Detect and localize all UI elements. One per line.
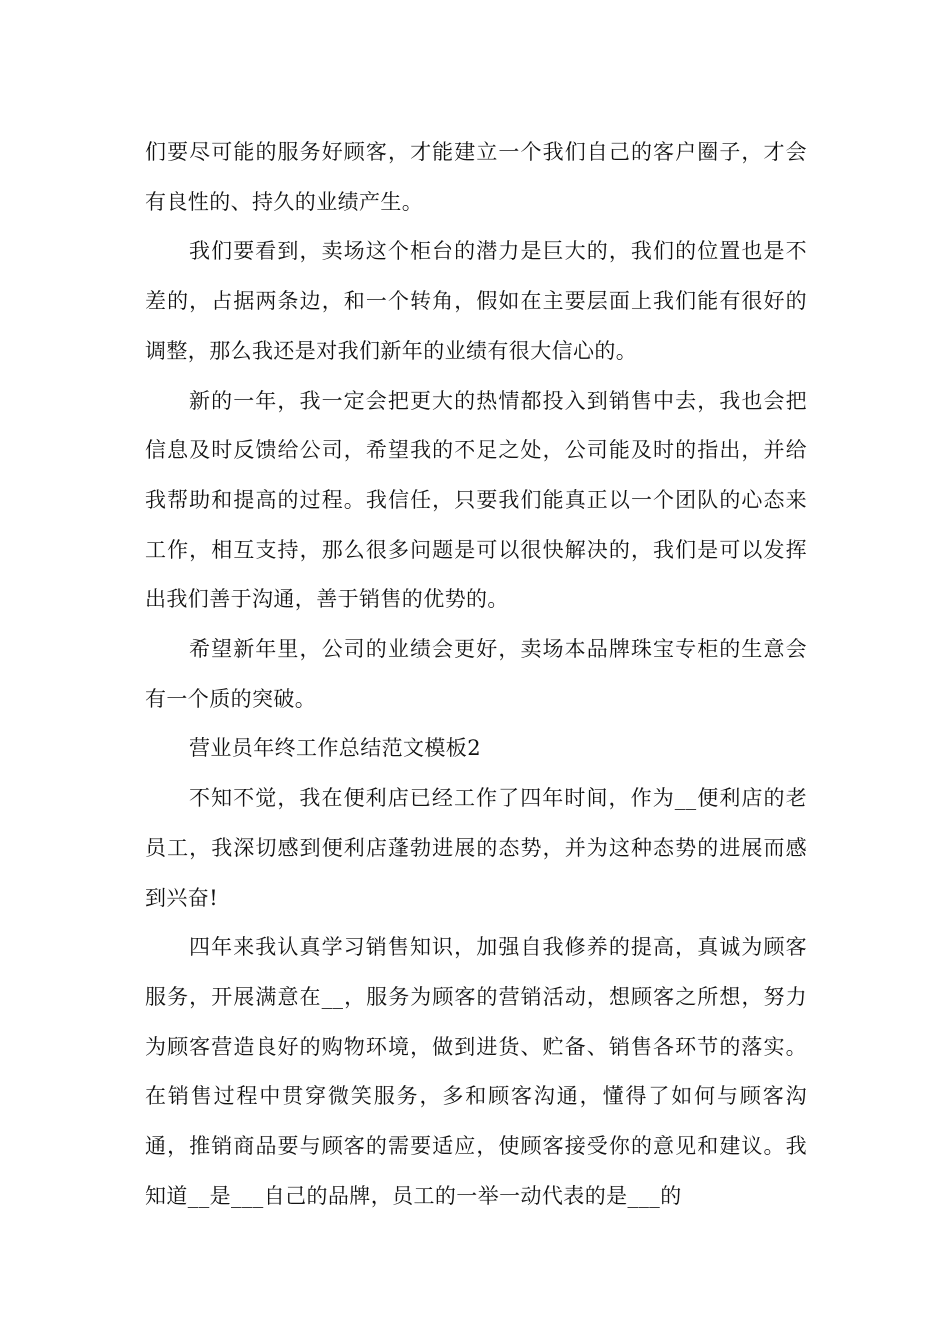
- document-body: [145, 128, 807, 1221]
- paragraph-sales-counter-potential: 我们要看到，卖场这个柜台的潜力是巨大的，我们的位置也是不差的，占据两条边，和一个转角，假如在主要层面上我们能有很好的调整，那么我还是对我们新年的业绩有很大信心的。: [145, 239, 807, 363]
- paragraph-continuation: 们要尽可能的服务好顾客，才能建立一个我们自己的客户圈子，才会有良性的、持久的业绩产生。: [145, 140, 807, 214]
- paragraph-new-year-commitment: 新的一年，我一定会把更大的热情都投入到销售中去，我也会把信息及时反馈给公司，希望我的不足之处，公司能及时的指出，并给我帮助和提高的过程。我信任，只要我们能真正以一个团队的心态来工作，相互支持，那么很多问题是可以很快解决的，我们是可以发挥出我们善于沟通，善于销售的优势的。: [145, 388, 807, 612]
- section-heading: 营业员年终工作总结范文模板2: [189, 736, 481, 761]
- paragraph-sales-learning: 四年来我认真学习销售知识，加强自我修养的提高，真诚为顾客服务，开展满意在__，服务为顾客的营销活动，想顾客之所想，努力为顾客营造良好的购物环境，做到进货、贮备、销售各环节的落实。在销售过程中贯穿微笑服务，多和顾客沟通，懂得了如何与顾客沟通，推销商品要与顾客的需要适应，使顾客接受你的意见和建议。我知道__是___自己的品牌，员工的一举一动代表的是___的: [145, 935, 807, 1208]
- paragraph-new-year-wishes: 希望新年里，公司的业绩会更好，卖场本品牌珠宝专柜的生意会有一个质的突破。: [145, 637, 807, 711]
- paragraph-four-years-intro: 不知不觉，我在便利店已经工作了四年时间，作为__便利店的老员工，我深切感到便利店蓬勃进展的态势，并为这种态势的进展而感到兴奋!: [145, 786, 807, 910]
